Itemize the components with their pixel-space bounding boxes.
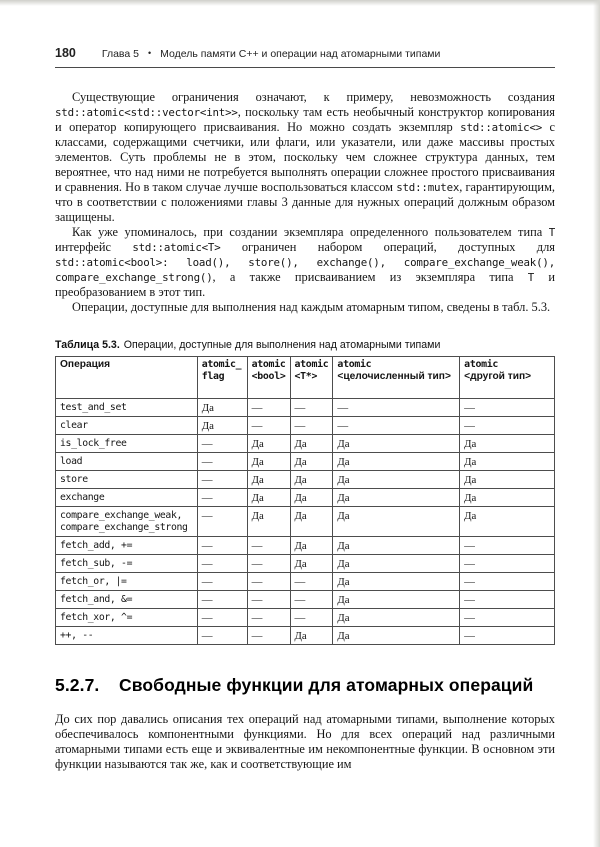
value-cell: Да bbox=[247, 489, 290, 507]
value-cell: — bbox=[247, 573, 290, 591]
inline-code: std::atomic<T> bbox=[132, 241, 221, 254]
text-run: ограничен набором операций, доступных для bbox=[220, 240, 555, 254]
value-cell: — bbox=[460, 537, 555, 555]
text-run: , а также присваиванием из экземпляра типа bbox=[212, 270, 528, 284]
value-cell: — bbox=[197, 471, 247, 489]
table-caption-label: Таблица 5.3. bbox=[55, 339, 120, 351]
value-cell: Да bbox=[460, 489, 555, 507]
value-cell: — bbox=[197, 507, 247, 537]
table-row bbox=[56, 573, 555, 591]
section-title: Свободные функции для атомарных операций bbox=[119, 675, 534, 695]
value-cell: — bbox=[460, 417, 555, 435]
value-cell: — bbox=[197, 591, 247, 609]
value-cell: — bbox=[197, 609, 247, 627]
column-header: atomic_ flag bbox=[197, 357, 247, 399]
operation-cell: exchange bbox=[56, 489, 198, 507]
value-cell: Да bbox=[247, 453, 290, 471]
value-cell: — bbox=[197, 435, 247, 453]
value-cell: Да bbox=[290, 507, 333, 537]
operation-cell: fetch_add, += bbox=[56, 537, 198, 555]
atomic-operations-table bbox=[55, 356, 555, 645]
inline-code: T bbox=[548, 226, 555, 239]
value-cell: — bbox=[247, 417, 290, 435]
value-cell: Да bbox=[247, 471, 290, 489]
operation-cell: fetch_sub, -= bbox=[56, 555, 198, 573]
table-row bbox=[56, 507, 555, 537]
value-cell: Да bbox=[460, 471, 555, 489]
text-run: До сих пор давались описания тех операций над атомарными типами, выполнение которых обеспечивалось компонентными функциями. Но для всех операций над различными атомарными типами есть еще и эквивалентные им некомпонентные функции. В основном эти функции называются так же, как и соответствующие им bbox=[55, 712, 555, 771]
value-cell: Да bbox=[247, 507, 290, 537]
value-cell: Да bbox=[460, 453, 555, 471]
table-row bbox=[56, 435, 555, 453]
table-row bbox=[56, 537, 555, 555]
table-body bbox=[56, 399, 555, 645]
table-row bbox=[56, 399, 555, 417]
value-cell: Да bbox=[290, 435, 333, 453]
value-cell: Да bbox=[290, 627, 333, 645]
value-cell: Да bbox=[290, 453, 333, 471]
bullet-separator: • bbox=[147, 48, 152, 58]
section-number: 5.2.7. bbox=[55, 675, 100, 695]
value-cell: — bbox=[197, 627, 247, 645]
running-head bbox=[55, 46, 555, 68]
value-cell: Да bbox=[333, 591, 460, 609]
table-row bbox=[56, 471, 555, 489]
value-cell: Да bbox=[333, 537, 460, 555]
section-heading bbox=[55, 675, 555, 696]
table-row bbox=[56, 453, 555, 471]
value-cell: Да bbox=[333, 627, 460, 645]
value-cell: Да bbox=[290, 471, 333, 489]
inline-code: std::atomic<std::vector<int>> bbox=[55, 106, 238, 119]
column-header: atomic <другой тип> bbox=[460, 357, 555, 399]
value-cell: — bbox=[460, 555, 555, 573]
value-cell: — bbox=[460, 399, 555, 417]
table-row bbox=[56, 489, 555, 507]
value-cell: — bbox=[197, 453, 247, 471]
operation-cell: ++, -- bbox=[56, 627, 198, 645]
value-cell: — bbox=[197, 573, 247, 591]
value-cell: — bbox=[247, 399, 290, 417]
value-cell: — bbox=[197, 489, 247, 507]
text-run: Существующие ограничения означают, к примеру, невозможность создания bbox=[72, 90, 555, 104]
chapter-title: Модель памяти C++ и операции над атомарными типами bbox=[160, 48, 441, 60]
table-row bbox=[56, 609, 555, 627]
value-cell: Да bbox=[333, 507, 460, 537]
inline-code: std::atomic<bool>: load(), store(), exchange(), compare_exchange_weak(), compare_exchange_strong() bbox=[55, 256, 555, 284]
value-cell: Да bbox=[333, 435, 460, 453]
paragraph-constraints bbox=[55, 90, 555, 225]
table-row bbox=[56, 417, 555, 435]
column-header: atomic <T*> bbox=[290, 357, 333, 399]
value-cell: Да bbox=[247, 435, 290, 453]
operation-cell: is_lock_free bbox=[56, 435, 198, 453]
scan-edge-top bbox=[0, 0, 600, 6]
table-row bbox=[56, 627, 555, 645]
value-cell: — bbox=[247, 591, 290, 609]
operation-cell: fetch_xor, ^= bbox=[56, 609, 198, 627]
operation-cell: load bbox=[56, 453, 198, 471]
value-cell: Да bbox=[460, 507, 555, 537]
inline-code: std::mutex bbox=[396, 181, 460, 194]
paragraph-interface bbox=[55, 225, 555, 300]
chapter-label: Глава 5 bbox=[101, 48, 139, 60]
text-run: и преобразованием в этот тип. bbox=[55, 270, 555, 299]
value-cell: Да bbox=[333, 573, 460, 591]
table-caption bbox=[55, 339, 555, 351]
value-cell: Да bbox=[197, 399, 247, 417]
value-cell: — bbox=[247, 627, 290, 645]
operation-cell: fetch_or, |= bbox=[56, 573, 198, 591]
value-cell: — bbox=[333, 399, 460, 417]
table-caption-text: Операции, доступные для выполнения над атомарными типами bbox=[123, 339, 441, 351]
column-header: atomic <целочисленный тип> bbox=[333, 357, 460, 399]
value-cell: — bbox=[247, 555, 290, 573]
value-cell: — bbox=[460, 609, 555, 627]
value-cell: Да bbox=[460, 435, 555, 453]
column-header: Операция bbox=[56, 357, 198, 399]
value-cell: — bbox=[197, 537, 247, 555]
inline-code: std::atomic<> bbox=[460, 121, 543, 134]
paragraph-closing bbox=[55, 712, 555, 772]
text-run: , гарантирующим, что в соответствии с положениями главы 3 данные для нужных операций должным образом защищены. bbox=[55, 180, 556, 224]
value-cell: — bbox=[197, 555, 247, 573]
text-run: Как уже упоминалось, при создании экземпляра определенного пользователем типа bbox=[72, 225, 549, 239]
inline-code: T bbox=[527, 271, 535, 284]
operation-cell: compare_exchange_weak, compare_exchange_strong bbox=[56, 507, 198, 537]
table-row bbox=[56, 591, 555, 609]
text-run: Операции, доступные для выполнения над каждым атомарным типом, сведены в табл. 5.3. bbox=[72, 300, 551, 314]
value-cell: Да bbox=[333, 555, 460, 573]
value-cell: — bbox=[290, 417, 333, 435]
text-run: , поскольку там есть необычный конструктор копирования и оператор копирующего присваивания. Но можно создать экземпляр bbox=[55, 105, 555, 134]
operation-cell: test_and_set bbox=[56, 399, 198, 417]
value-cell: Да bbox=[197, 417, 247, 435]
paragraph-table-ref bbox=[55, 300, 555, 315]
page-number: 180 bbox=[55, 46, 76, 60]
value-cell: — bbox=[290, 609, 333, 627]
operation-cell: fetch_and, &= bbox=[56, 591, 198, 609]
scan-edge-right bbox=[593, 0, 600, 847]
page-body bbox=[55, 90, 555, 772]
value-cell: — bbox=[290, 573, 333, 591]
value-cell: Да bbox=[333, 609, 460, 627]
text-run: интерфейс bbox=[55, 240, 133, 254]
value-cell: Да bbox=[333, 453, 460, 471]
value-cell: — bbox=[460, 627, 555, 645]
column-header: atomic <bool> bbox=[247, 357, 290, 399]
value-cell: Да bbox=[290, 489, 333, 507]
value-cell: — bbox=[460, 591, 555, 609]
operation-cell: clear bbox=[56, 417, 198, 435]
value-cell: Да bbox=[333, 471, 460, 489]
value-cell: — bbox=[333, 417, 460, 435]
table-header-row bbox=[56, 357, 555, 399]
operation-cell: store bbox=[56, 471, 198, 489]
text-run: с классами, содержащими счетчики, или флаги, или указатели, или даже массивы простых элементов. Суть проблемы не в этом, поскольку чем сложнее структура данных, тем вероятнее, что над ними не потребуется выполнять операции сложнее простого присваивания и сравнения. Но в таком случае лучше воспользоваться классом bbox=[55, 120, 555, 194]
value-cell: Да bbox=[290, 555, 333, 573]
value-cell: — bbox=[247, 537, 290, 555]
table-row bbox=[56, 555, 555, 573]
value-cell: — bbox=[247, 609, 290, 627]
value-cell: — bbox=[290, 399, 333, 417]
value-cell: — bbox=[290, 591, 333, 609]
value-cell: — bbox=[460, 573, 555, 591]
value-cell: Да bbox=[333, 489, 460, 507]
value-cell: Да bbox=[290, 537, 333, 555]
